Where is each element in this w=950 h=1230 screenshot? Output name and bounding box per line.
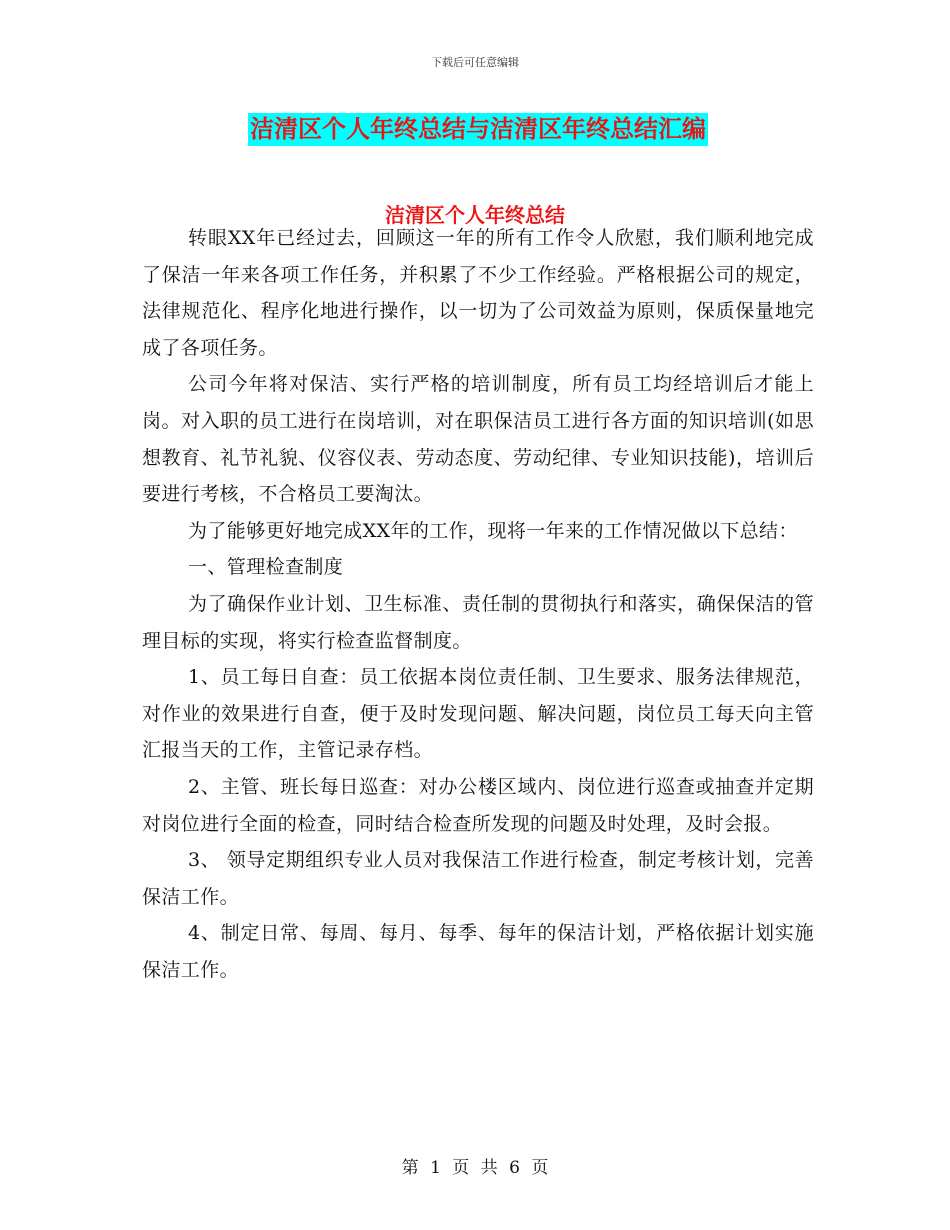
header-note: 下载后可任意编辑 xyxy=(431,56,519,69)
document-title: 洁清区个人年终总结与洁清区年终总结汇编 xyxy=(248,113,708,146)
page-footer: 第 1 页 共 6 页 xyxy=(401,1158,549,1178)
document-body xyxy=(142,220,814,988)
paragraph-training: 公司今年将对保洁、实行严格的培训制度，所有员工均经培训后才能上岗。对入职的员工进行在岗培训，对在职保洁员工进行各方面的知识培训(如思想教育、礼节礼貌、仪容仪表、劳动态度、劳动纪律、专业知识技能)，培训后要进行考核，不合格员工要淘汰。 xyxy=(142,373,814,506)
list-item-cleaning-plan: 4、制定日常、每周、每月、每季、每年的保洁计划，严格依据计划实施保洁工作。 xyxy=(142,922,814,981)
section-title: 洁清区个人年终总结 xyxy=(385,203,565,227)
paragraph-inspection-purpose: 为了确保作业计划、卫生标准、责任制的贯彻执行和落实，确保保洁的管理目标的实现，将实行检查监督制度。 xyxy=(142,592,814,652)
list-item-patrol: 2、主管、班长每日巡查：对办公楼区域内、岗位进行巡查或抽查并定期对岗位进行全面的检查，同时结合检查所发现的问题及时处理，及时会报。 xyxy=(142,775,814,835)
paragraph-intro: 转眼XX年已经过去，回顾这一年的所有工作令人欣慰，我们顺利地完成了保洁一年来各项工作任务，并积累了不少工作经验。严格根据公司的规定，法律规范化、程序化地进行操作，以一切为了公司效益为原则，保质保量地完成了各项任务。 xyxy=(142,227,814,359)
list-item-self-check: 1、员工每日自查：员工依据本岗位责任制、卫生要求、服务法律规范，对作业的效果进行自查，便于及时发现问题、解决问题，岗位员工每天向主管汇报当天的工作，主管记录存档。 xyxy=(142,666,814,762)
document-title-wrapper xyxy=(248,113,708,146)
paragraph-summary-lead: 为了能够更好地完成XX年的工作，现将一年来的工作情况做以下总结： xyxy=(188,519,798,542)
list-item-leader-inspection: 3、 领导定期组织专业人员对我保洁工作进行检查，制定考核计划，完善保洁工作。 xyxy=(142,849,814,908)
heading-management-inspection: 一、管理检查制度 xyxy=(188,556,344,579)
